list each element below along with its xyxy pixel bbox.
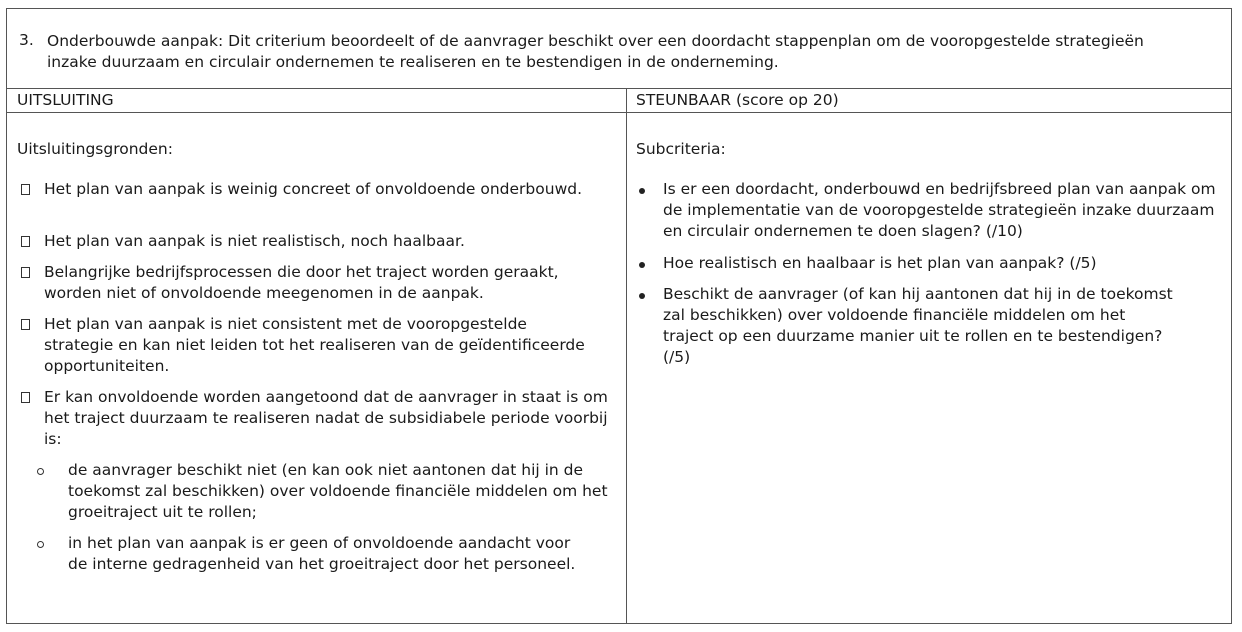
bullet-icon (639, 262, 645, 268)
bullet-icon (639, 293, 645, 299)
checkbox-bullet-icon (21, 236, 30, 247)
column-heading-supportable: STEUNBAAR (score op 20) (626, 89, 1231, 113)
criterion-number: 3. (19, 31, 34, 49)
criterion-header (7, 9, 1231, 89)
column-divider (626, 89, 627, 624)
criterion-description: Onderbouwde aanpak: Dit criterium beoordeelt of de aanvrager beschikt over een doordacht stappenplan om de vooropgestelde strategieën inzake duurzaam en circulair ondernemen te realiseren en te bestendigen in de onderneming. (47, 32, 1144, 71)
subcriteria-intro: Subcriteria: (636, 140, 726, 158)
checkbox-bullet-icon (21, 184, 30, 195)
criterion-table: 3. Onderbouwde aanpak: Dit criterium beoordeelt of de aanvrager beschikt over een doordacht stappenplan om de vooropgestelde strategieën inzake duurzaam en circulair ondernemen te realiseren en te bestendigen in de onderneming. UITSLUITING STEUNBAAR (score op 20) Uitsluitingsgronden: Het plan van aanpak is weinig concreet of onvoldoende onderbouwd. Het plan van aanpak is niet realistisch, noch haalbaar. Belangrijke bedrijfsprocessen die door het traject worden geraakt, worden niet of onvoldoende meegenomen in de aanpak. Het plan van aanpak is niet consistent met de vooropgestelde strategie en kan niet leiden tot het realiseren van de geïdentificeerde opportuniteiten. Er kan onvoldoende worden aangetoond dat de aanvrager in staat is om het traject duurzaam te realiseren nadat de subsidiabele periode voorbij is: de aanvrager beschikt niet (en kan ook niet aantonen dat hij in de toekomst zal beschikken) over voldoende financiële middelen om het groeitraject uit te rollen; in het plan van aanpak is er geen of onvoldoende aandacht voor de interne gedragenheid van het groeitraject door het personeel. Subcriteria: Is er een doordacht, onderbouwd en bedrijfsbreed plan van aanpak om de implementatie van de vooropgestelde strategieën inzake duurzaam en circulair ondernemen te doen slagen? (/10) Hoe realistisch en haalbaar is het plan van aanpak? (/5) Beschikt de aanvrager (of kan hij aantonen dat hij in de toekomst zal beschikken) over voldoende financiële middelen om het traject op een duurzame manier uit te rollen en te bestendigen? (/5) (6, 8, 1232, 624)
checkbox-bullet-icon (21, 319, 30, 330)
column-heading-exclusion: UITSLUITING (7, 89, 626, 113)
circle-bullet-icon (37, 541, 44, 548)
exclusion-intro: Uitsluitingsgronden: (17, 140, 173, 158)
circle-bullet-icon (37, 468, 44, 475)
checkbox-bullet-icon (21, 392, 30, 403)
bullet-icon (639, 188, 645, 194)
checkbox-bullet-icon (21, 267, 30, 278)
